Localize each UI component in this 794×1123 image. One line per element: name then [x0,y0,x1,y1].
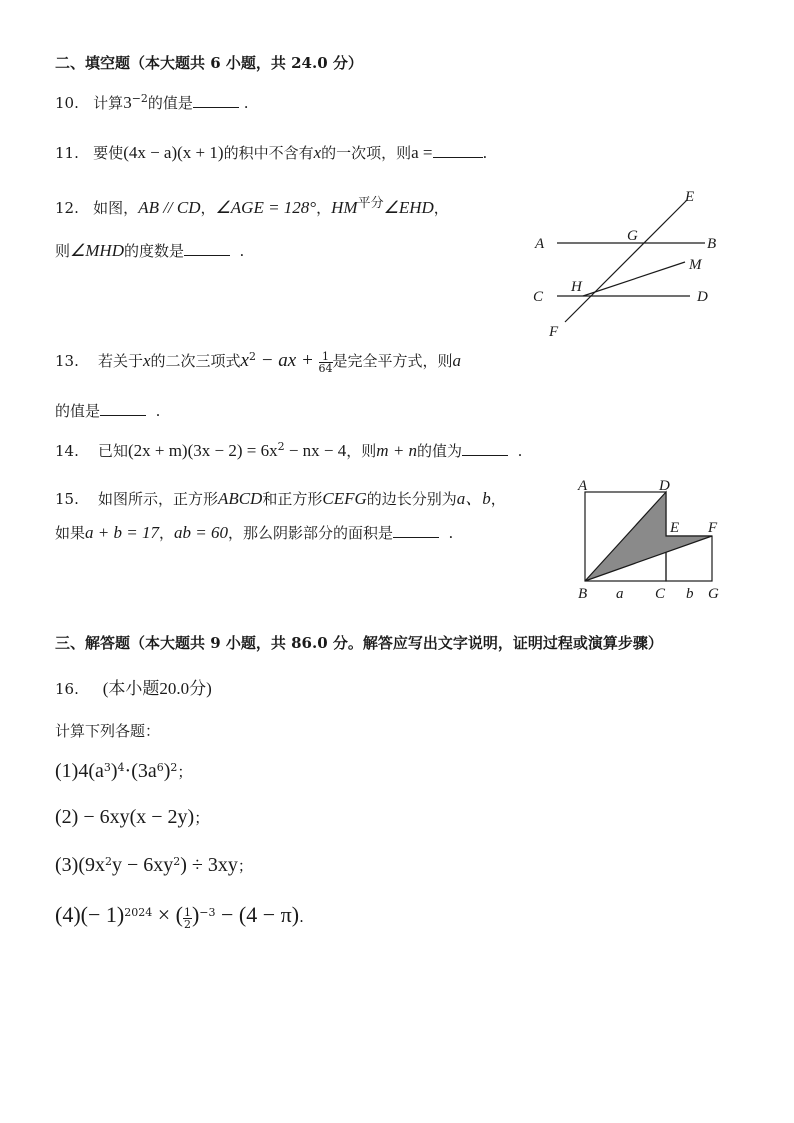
question-12-line2 [55,240,244,261]
q15-number: 15. [55,490,79,508]
section-2-title: 二、填空题（本大题共 6 小题，共 24.0 分） [55,54,363,72]
q11-text-post: 的一次项，则 [321,144,412,162]
q13-var: x [142,351,151,370]
q11-a-eq: a = [411,143,433,162]
p1-b: ) [110,760,118,782]
p1-e1: 3 [103,761,111,774]
q15-period: . [448,524,454,542]
q13-sq: 2 [248,350,256,363]
label-b-side: b [686,586,694,602]
q14-number: 14. [55,442,79,460]
label-b-vertex: B [578,586,588,602]
p4-frac-den: 2 [183,917,191,931]
q10-blank[interactable] [193,93,239,108]
p4-b: × ( [152,902,183,927]
q12-then: 则 [55,242,71,260]
q10-number: 10. [55,94,79,112]
question-15-line1 [55,484,506,509]
p2-text: (2) − 6xy(x − 2y) [55,806,195,828]
q14-text-post: 的值为 [417,442,463,460]
q14-period: . [517,442,523,460]
p1-d: ) [163,760,171,782]
q15-text2: ，那么阴影部分的面积是 [227,524,393,542]
q15-cefg: CEFG [322,489,367,508]
question-10 [55,92,248,113]
question-13-line2 [55,400,160,421]
q11-number: 11. [55,144,79,162]
p1-c: ·(3a [124,760,157,782]
q15-blank[interactable] [393,523,439,538]
q12-comma3: ， [433,199,449,217]
q14-text: 已知 [97,442,128,460]
p3-end: ； [237,857,253,875]
q10-exponent: −2 [131,92,148,105]
p4-c: ) [191,902,200,927]
label-e: E [685,189,695,205]
q12-hm: HM [331,198,358,217]
q13-blank[interactable] [100,401,146,416]
q11-text: 要使 [93,144,124,162]
q12-angle-ehd: ∠EHD [383,198,434,217]
q16-part-1 [55,760,192,783]
q12-number: 12. [55,199,79,217]
q13-text-mid: 的二次三项式 [150,352,241,370]
label-d: D [697,289,708,305]
q15-abcd: ABCD [217,489,263,508]
q15-ab: a、b [456,489,491,508]
q13-text2: 的值是 [55,402,101,420]
label-a: A [535,236,545,252]
q10-text-post: 的值是 [147,94,193,112]
q16-part-3 [55,854,253,877]
q11-var: x [313,143,322,162]
q10-base: 3 [123,93,132,112]
q14-m-plus-n: m + n [376,441,418,460]
q12-angle-age: ∠AGE = 128° [215,198,317,217]
q16-score-note: (本小题20.0分) [102,679,212,698]
p4-fraction [183,907,192,930]
q14-expression: (2x + m)(3x − 2) = 6x [127,441,278,460]
label-d-vertex: D [659,478,670,494]
q13-period: . [155,402,161,420]
label-b: B [707,236,717,252]
question-16 [55,674,212,699]
q15-text-and: 和正方形 [262,490,323,508]
label-f-vertex: F [708,520,718,536]
q13-number: 13. [55,352,79,370]
p1-e3: 6 [156,761,164,774]
q15-text: 如图所示，正方形 [97,490,218,508]
p1-e4: 2 [170,761,178,774]
p4-e1: 2024 [124,906,153,919]
q14-sq: 2 [277,440,285,453]
q13-expr-x: x [240,350,249,371]
q15-eq1: a + b = 17 [85,523,159,542]
p1-end: ； [177,763,193,781]
q15-comma2: ， [158,524,174,542]
p1-a: (1)4(a [55,760,104,782]
label-e-vertex: E [670,520,680,536]
q13-frac-den: 64 [318,361,333,375]
line-ef [565,200,687,322]
q13-text-post: 是完全平方式，则 [332,352,453,370]
label-c-vertex: C [655,586,666,602]
q15-if: 如果 [55,524,86,542]
label-f: F [549,324,559,340]
q10-period: . [243,94,249,112]
p2-end: ； [194,809,210,827]
p3-c: ) ÷ 3xy [180,854,238,876]
q12-parallel: AB // CD [138,198,201,217]
q10-text: 计算 [93,94,124,112]
q14-blank[interactable] [462,441,508,456]
question-14 [55,440,522,461]
q11-expression: (4x − a)(x + 1) [123,143,224,162]
q16-number: 16. [55,680,79,698]
shaded-region [585,492,712,581]
question-11 [55,142,487,163]
section-3-title: 三、解答题（本大题共 9 小题，共 86.0 分。解答应写出文字说明，证明过程或演算步骤） [55,634,663,652]
figure-15-squares [570,478,730,606]
q12-angle-mhd: ∠MHD [70,241,124,260]
q12-text: 如图， [93,199,139,217]
q12-comma2: ， [316,199,332,217]
p1-e2: 4 [117,761,125,774]
q14-expression-rest: − nx − 4 [284,441,347,460]
q12-period: . [239,242,245,260]
label-m: M [689,257,702,273]
question-15-line2 [55,522,453,543]
label-g-vertex: G [708,586,719,602]
p4-a: (4)(− 1) [55,902,125,927]
label-h: H [571,279,582,295]
q16-part-2 [55,806,209,829]
q13-expr-rest: − ax + [255,350,319,371]
q16-intro: 计算下列各题： [55,722,161,740]
label-g: G [627,228,638,244]
q11-text-mid: 的积中不含有 [223,144,314,162]
q14-text-mid: ，则 [346,442,377,460]
q11-blank[interactable] [433,143,483,158]
q12-comma: ， [200,199,216,217]
label-a-vertex: A [578,478,588,494]
p3-b: y − 6xy [111,854,174,876]
q15-comma: ， [490,490,506,508]
q11-period: . [482,144,488,162]
label-c: C [533,289,544,305]
q15-eq2: ab = 60 [173,523,228,542]
p4-frac-num: 1 [183,905,191,919]
figure-12-parallel-lines [525,185,725,345]
p4-e2: −3 [199,906,216,919]
p4-end: . [299,908,304,926]
q16-part-4 [55,902,304,930]
q15-text-post: 的边长分别为 [366,490,457,508]
q13-frac-num: 1 [319,351,333,363]
question-13-line1 [55,350,461,374]
q13-a: a [452,351,462,370]
p3-e1: 2 [104,855,112,868]
q12-blank[interactable] [184,241,230,256]
q13-fraction [319,351,333,374]
p3-a: (3)(9x [55,854,105,876]
q12-bisect: 平分 [357,196,384,211]
q13-text: 若关于 [97,352,143,370]
p4-d: − (4 − π) [215,902,300,927]
question-12-line1 [55,192,449,218]
label-a-side: a [616,586,624,602]
q12-text2: 的度数是 [123,242,184,260]
ray-hm [583,262,685,296]
p3-e2: 2 [173,855,181,868]
